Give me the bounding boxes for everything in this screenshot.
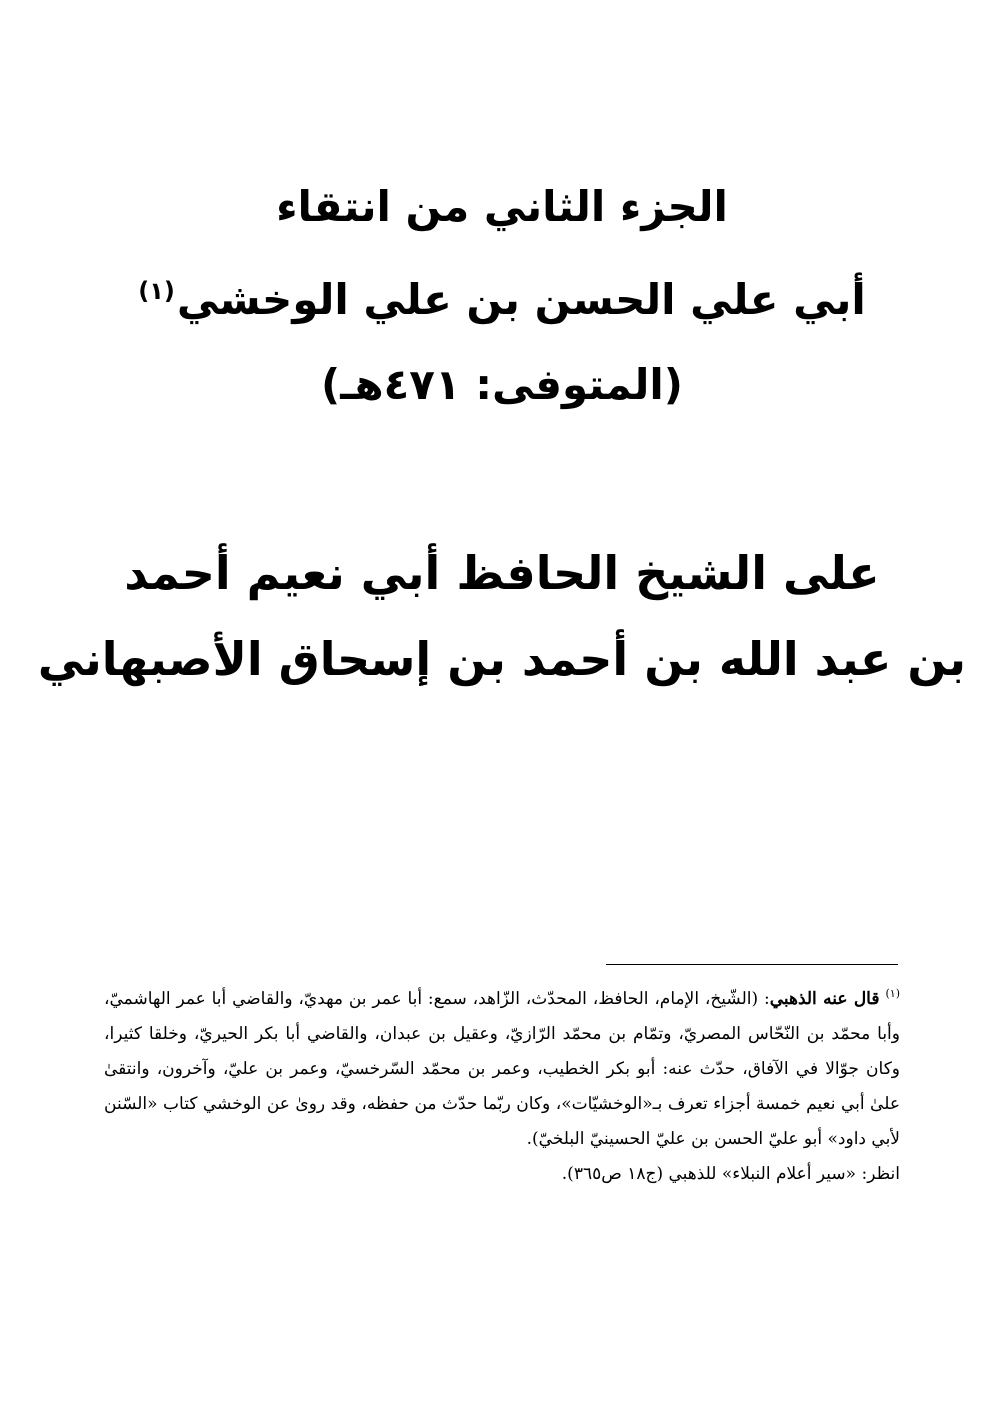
subtitle-line-1-text: على الشيخ الحافظ أبي نعيم أحمد [124,546,880,600]
title-line-1 [0,182,1004,232]
footnote-reference: (١) [138,277,175,305]
footnote-marker: (١) [885,987,900,1001]
footnote-body: : (الشّيخ، الإمام، الحافظ، المحدّث، الزّاهد، سمع: أبا عمر بن مهديّ، والقاضي أبا عمر الهاشميّ، وأبا محمّد بن النّحّاس المصريّ، وتمّام بن محمّد الرّازيّ، وعقيل بن عبدان، والقاضي أبا بكر الحيريّ، وخلقا كثيرا، وكان جوّالا في الآفاق، حدّث عنه: أبو بكر الخطيب، وعمر بن محمّد السّرخسيّ، وعمر بن عليّ، وآخرون، وانتقىٰ علىٰ أبي نعيم خمسة أجزاء تعرف بـ«الوخشيّات»، وكان ربّما حدّث من حفظه، وقد روىٰ عن الوخشي كتاب «السّنن لأبي داود» أبو عليّ الحسن بن عليّ الحسينيّ البلخيّ). [104,989,900,1149]
title-line-3 [0,360,1004,410]
title-line-2 [0,275,1004,325]
subtitle-line-1 [0,546,1004,601]
footnote-block [104,982,900,1192]
title-line-1-text: الجزء الثاني من انتقاء [276,182,728,231]
footnote-paragraph [104,982,900,1157]
title-line-2-text: أبي علي الحسن بن علي الوخشي [176,275,866,324]
death-date: (المتوفى: ٤٧١هـ) [321,360,683,409]
footnote-lead: قال عنه الذهبي [769,989,880,1009]
footnote-separator [606,964,898,965]
subtitle-line-2 [0,632,1004,687]
subtitle-line-2-text: بن عبد الله بن أحمد بن إسحاق الأصبهاني [37,632,967,686]
footnote-source: انظر: «سير أعلام النبلاء» للذهبي (ج١٨ ص٣٦٥). [561,1164,900,1184]
